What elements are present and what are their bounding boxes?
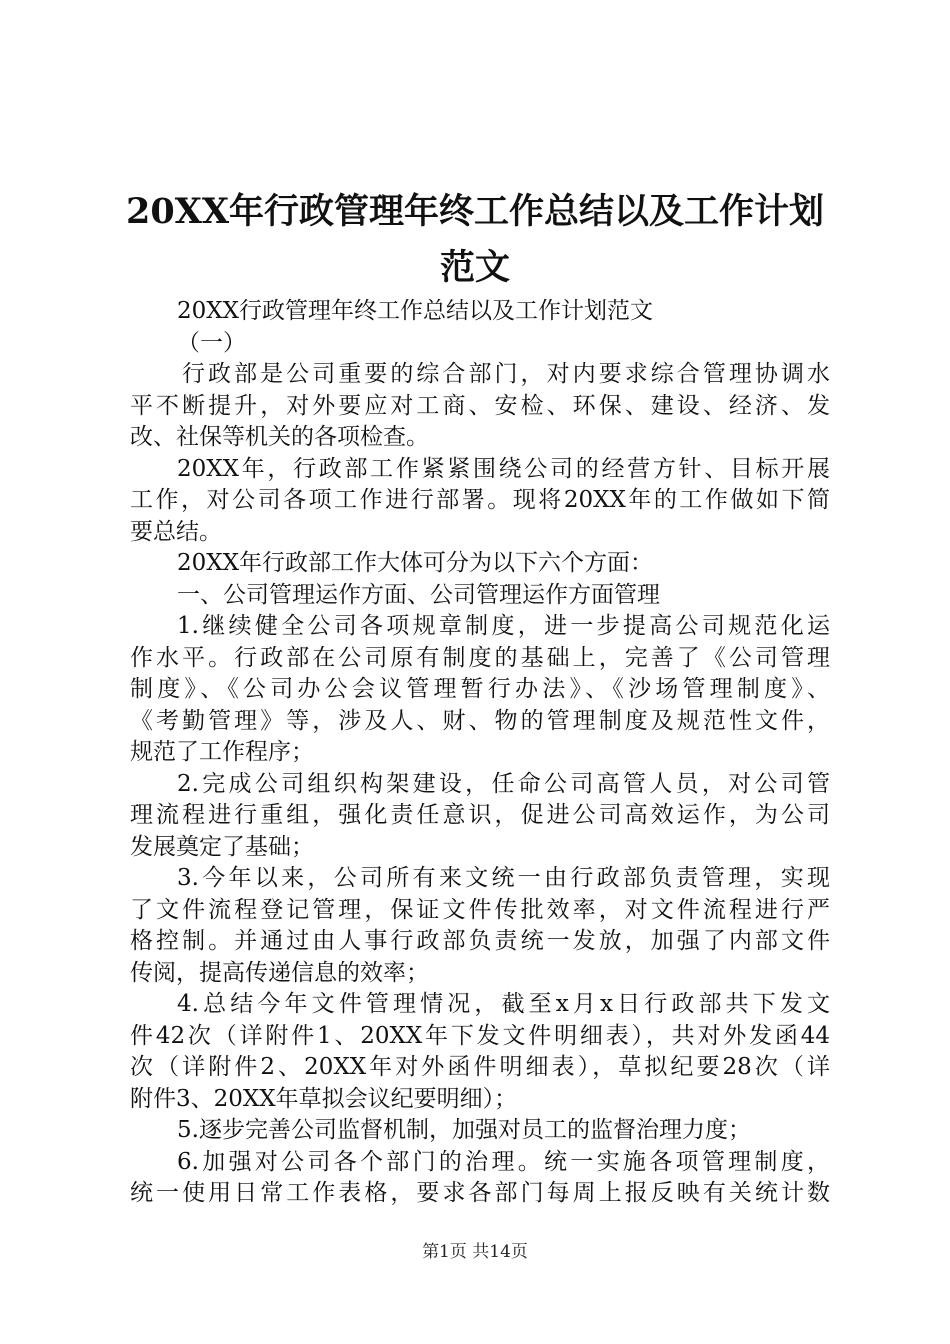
document-title-line-1: 20XX年行政管理年终工作总结以及工作计划: [125, 191, 825, 232]
paragraph-line: 20XX年，行政部工作紧紧围绕公司的经营方针、目标开展: [177, 455, 830, 482]
paragraph-line: 规范了工作程序；: [130, 739, 314, 765]
paragraph-line: 作水平。行政部在公司原有制度的基础上，完善了《公司管理: [130, 644, 830, 671]
paragraph-line: 工作，对公司各项工作进行部署。现将20XX年的工作做如下简: [130, 487, 830, 513]
paragraph-line: 格控制。并通过由人事行政部负责统一发放，加强了内部文件: [130, 928, 830, 954]
paragraph-line: 改、社保等机关的各项检查。: [130, 424, 429, 450]
paragraph-line: 附件3、20XX年草拟会议纪要明细）；: [130, 1085, 518, 1112]
page-number-footer: 第1页 共14页: [422, 1242, 528, 1262]
paragraph-line: 了文件流程登记管理，保证文件传批效率，对文件流程进行严: [130, 896, 830, 923]
paragraph-line: 理流程进行重组，强化责任意识，促进公司高效运作，为公司: [130, 802, 830, 828]
document-body: [130, 296, 830, 1210]
subtitle-line: 20XX行政管理年终工作总结以及工作计划范文: [177, 298, 654, 324]
paragraph-line: 制度》、《公司办公会议管理暂行办法》、《沙场管理制度》、: [130, 676, 830, 702]
paragraph-line: 次（详附件2、20XX年对外函件明细表），草拟纪要28次（详: [130, 1054, 830, 1080]
section-number-line: （一）: [177, 329, 246, 356]
paragraph-line: 1.继续健全公司各项规章制度，进一步提高公司规范化运: [177, 613, 830, 639]
paragraph-line: 平不断提升，对外要应对工商、安检、环保、建设、经济、发: [130, 392, 830, 419]
paragraph-line: 2.完成公司组织构架建设，任命公司高管人员，对公司管: [177, 770, 830, 797]
paragraph-line: 传阅，提高传递信息的效率；: [130, 959, 429, 986]
paragraph-line: 行政部是公司重要的综合部门，对内要求综合管理协调水: [182, 361, 830, 387]
paragraph-line: 统一使用日常工作表格，要求各部门每周上报反映有关统计数: [130, 1180, 830, 1206]
paragraph-line: 发展奠定了基础；: [130, 833, 314, 860]
paragraph-line: 3.今年以来，公司所有来文统一由行政部负责管理，实现: [177, 865, 830, 891]
paragraph-line: 要总结。: [130, 518, 222, 545]
paragraph-line: 4.总结今年文件管理情况，截至x月x日行政部共下发文: [177, 991, 830, 1017]
section-heading-line: 一、公司管理运作方面、公司管理运作方面管理: [177, 581, 660, 608]
paragraph-line: 件42次（详附件1、20XX年下发文件明细表），共对外发函44: [130, 1022, 830, 1049]
document-title-line-2: 范文: [439, 247, 510, 288]
paragraph-line: 6.加强对公司各个部门的治理。统一实施各项管理制度，: [177, 1148, 830, 1175]
paragraph-line: 5.逐步完善公司监督机制，加强对员工的监督治理力度；: [177, 1117, 751, 1143]
paragraph-line: 《考勤管理》等，涉及人、财、物的管理制度及规范性文件，: [130, 707, 830, 734]
paragraph-line: 20XX年行政部工作大体可分为以下六个方面：: [177, 550, 654, 576]
